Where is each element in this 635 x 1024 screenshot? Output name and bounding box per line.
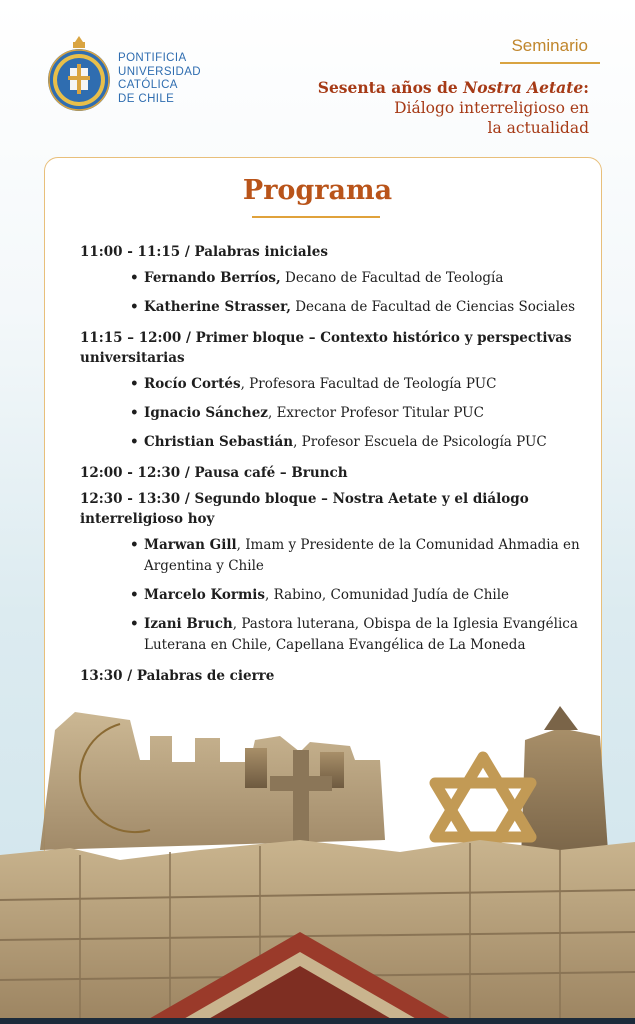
speaker-item — [130, 268, 580, 289]
university-name-line: PONTIFICIA — [118, 52, 187, 64]
seminar-divider — [500, 62, 600, 64]
speaker-item — [130, 374, 580, 395]
speaker-item — [130, 432, 580, 453]
speaker-name: Marwan Gill — [144, 537, 237, 553]
speaker-role: , Imam y Presidente de la Comunidad Ahmadia en Argentina y Chile — [144, 537, 580, 574]
interreligious-illustration — [0, 700, 635, 1024]
seminar-title-line1 — [259, 78, 589, 98]
university-crest-logo — [46, 34, 112, 116]
speaker-name: Rocío Cortés — [144, 376, 241, 392]
session-title: 12:30 - 13:30 / Segundo bloque – Nostra Aetate y el diálogo interreligioso hoy — [80, 491, 529, 527]
seminar-title-line2: Diálogo interreligioso en — [394, 99, 589, 117]
university-name-line: UNIVERSIDAD — [118, 65, 201, 78]
speaker-name: Katherine Strasser, — [144, 299, 291, 315]
program-heading: Programa — [242, 175, 393, 206]
speaker-name: Ignacio Sánchez — [144, 405, 268, 421]
speaker-list — [80, 374, 580, 453]
speaker-name: Marcelo Kormis — [144, 587, 266, 603]
battlement — [245, 748, 267, 788]
agenda — [80, 242, 580, 692]
speaker-role: , Rabino, Comunidad Judía de Chile — [265, 587, 510, 603]
speaker-role: , Exrector Profesor Titular PUC — [267, 405, 484, 421]
speaker-role: , Pastora luterana, Obispa de la Iglesia Evangélica Luterana en Chile, Capellana Evangélica de La Moneda — [144, 616, 578, 653]
session-title: 11:00 - 11:15 / Palabras iniciales — [80, 244, 328, 260]
speaker-name: Christian Sebastián — [144, 434, 294, 450]
program-heading-underline — [252, 216, 380, 218]
speaker-role: , Profesora Facultad de Teología PUC — [240, 376, 497, 392]
university-name-line: DE CHILE — [118, 92, 175, 105]
speaker-item — [130, 535, 580, 577]
university-name — [118, 52, 201, 106]
session-title: 11:15 – 12:00 / Primer bloque – Contexto histórico y perspectivas universitarias — [80, 330, 572, 366]
title-emphasis: Nostra Aetate — [463, 78, 584, 97]
speaker-name: Izani Bruch — [144, 616, 233, 632]
bottom-bar — [0, 1018, 635, 1024]
speaker-list — [80, 535, 580, 656]
university-name-line: CATÓLICA — [118, 79, 178, 91]
speaker-role: Decano de Facultad de Teología — [280, 270, 504, 286]
title-colon: : — [583, 78, 589, 97]
speaker-name: Fernando Berríos, — [144, 270, 281, 286]
seminar-title — [259, 78, 589, 138]
speaker-item — [130, 585, 580, 606]
speaker-item — [130, 614, 580, 656]
speaker-item — [130, 403, 580, 424]
speaker-role: Decana de Facultad de Ciencias Sociales — [290, 299, 576, 315]
session-title: 12:00 - 12:30 / Pausa café – Brunch — [80, 465, 348, 481]
speaker-role: , Profesor Escuela de Psicología PUC — [293, 434, 547, 450]
seminar-label: Seminario — [511, 36, 588, 55]
session-title: 13:30 / Palabras de cierre — [80, 668, 275, 684]
seminar-title-line3: la actualidad — [487, 119, 589, 137]
speaker-item — [130, 297, 580, 318]
speaker-list — [80, 268, 580, 318]
title-prefix: Sesenta años de — [317, 78, 464, 97]
